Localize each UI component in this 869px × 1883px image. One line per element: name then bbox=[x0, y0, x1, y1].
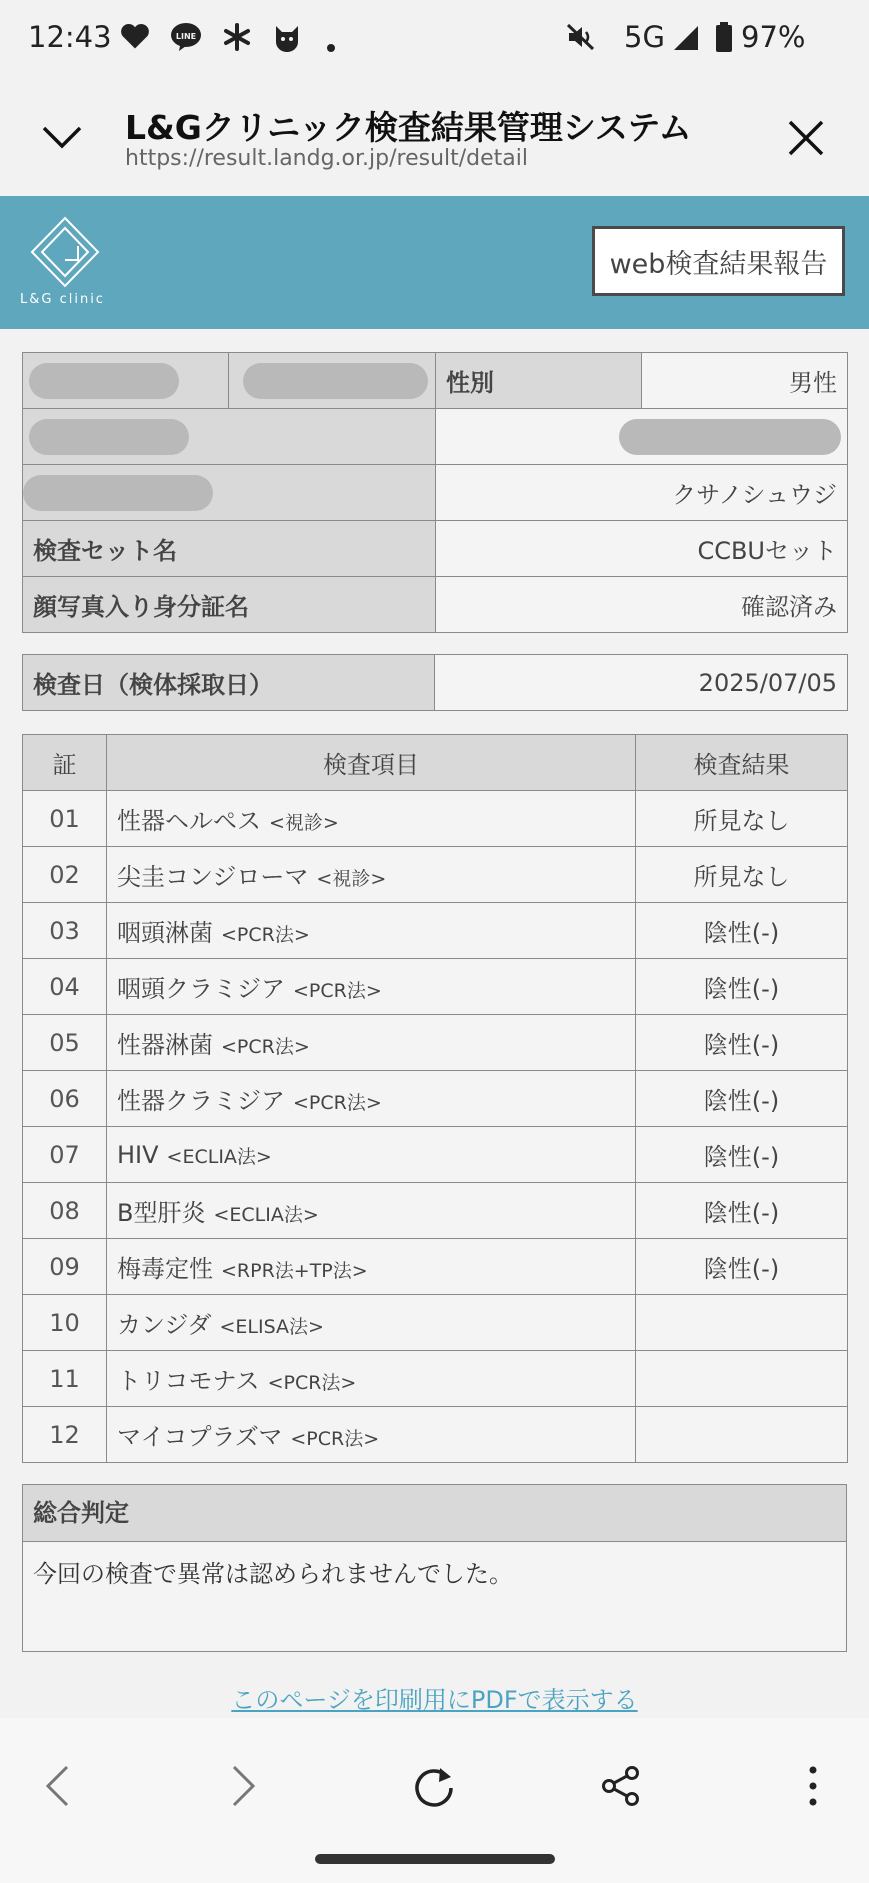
row-number: 01 bbox=[23, 791, 107, 847]
row-number: 02 bbox=[23, 847, 107, 903]
test-item-cell bbox=[107, 847, 636, 903]
table-row bbox=[23, 1295, 848, 1351]
test-item-cell bbox=[107, 903, 636, 959]
table-row bbox=[23, 1183, 848, 1239]
test-item-cell bbox=[107, 1239, 636, 1295]
test-item-cell bbox=[107, 959, 636, 1015]
row-number: 08 bbox=[23, 1183, 107, 1239]
back-icon[interactable] bbox=[18, 1746, 98, 1826]
test-result: 陰性(-) bbox=[636, 1127, 848, 1183]
redacted-field bbox=[436, 409, 848, 465]
results-table bbox=[22, 734, 848, 1463]
table-row bbox=[23, 1351, 848, 1407]
battery-percent: 97% bbox=[741, 20, 806, 54]
test-item-name: HIV bbox=[117, 1140, 159, 1169]
test-item-cell bbox=[107, 1351, 636, 1407]
logo-text: L&G clinic bbox=[20, 292, 105, 307]
test-method: <視診> bbox=[316, 868, 387, 890]
exam-date-label: 検査日（検体採取日） bbox=[23, 655, 435, 711]
col-header-number: 証 bbox=[23, 735, 107, 791]
test-item-name: 尖圭コンジローマ bbox=[117, 863, 309, 891]
test-item-name: マイコプラズマ bbox=[117, 1423, 283, 1451]
photo-id-label: 顔写真入り身分証名 bbox=[23, 577, 436, 633]
summary-text: 今回の検査で異常は認められませんでした。 bbox=[23, 1542, 846, 1651]
patient-row-id bbox=[23, 577, 848, 633]
col-header-item: 検査項目 bbox=[107, 735, 636, 791]
battery-icon bbox=[715, 22, 733, 57]
test-set-label: 検査セット名 bbox=[23, 521, 436, 577]
page-title: L&Gクリニック検査結果管理システム bbox=[125, 108, 692, 147]
row-number: 11 bbox=[23, 1351, 107, 1407]
test-result: 陰性(-) bbox=[636, 1239, 848, 1295]
close-icon[interactable] bbox=[787, 119, 825, 161]
print-pdf-link[interactable]: このページを印刷用にPDFで表示する bbox=[231, 1686, 638, 1714]
exam-date-value: 2025/07/05 bbox=[435, 655, 848, 711]
test-result: 所見なし bbox=[636, 791, 848, 847]
test-item-name: 梅毒定性 bbox=[117, 1255, 213, 1283]
more-options-icon[interactable] bbox=[773, 1746, 853, 1826]
test-result bbox=[636, 1295, 848, 1351]
chevron-down-icon[interactable] bbox=[40, 122, 84, 156]
status-time: 12:43 bbox=[28, 20, 112, 54]
photo-id-value: 確認済み bbox=[436, 577, 848, 633]
test-result bbox=[636, 1407, 848, 1463]
web-report-button[interactable]: web検査結果報告 bbox=[592, 226, 845, 296]
redacted-block bbox=[29, 363, 179, 399]
test-item-cell bbox=[107, 1407, 636, 1463]
test-result: 陰性(-) bbox=[636, 959, 848, 1015]
row-number: 06 bbox=[23, 1071, 107, 1127]
test-result: 陰性(-) bbox=[636, 903, 848, 959]
test-method: <PCR法> bbox=[290, 1428, 380, 1450]
redacted-block bbox=[243, 363, 428, 399]
patient-row-kana bbox=[23, 465, 848, 521]
line-icon bbox=[170, 22, 202, 57]
heart-icon bbox=[120, 22, 150, 55]
gender-label: 性別 bbox=[436, 353, 642, 409]
redacted-field bbox=[23, 353, 229, 409]
summary-label: 総合判定 bbox=[23, 1485, 846, 1542]
test-method: <視診> bbox=[269, 812, 339, 834]
row-number: 04 bbox=[23, 959, 107, 1015]
test-method: <ECLIA法> bbox=[213, 1204, 319, 1226]
test-item-name: 咽頭クラミジア bbox=[117, 975, 285, 1003]
results-header-row bbox=[23, 735, 848, 791]
test-item-cell bbox=[107, 1183, 636, 1239]
test-method: <RPR法+TP法> bbox=[221, 1260, 368, 1282]
test-result: 陰性(-) bbox=[636, 1071, 848, 1127]
row-number: 10 bbox=[23, 1295, 107, 1351]
patient-info-table bbox=[22, 352, 848, 633]
row-number: 09 bbox=[23, 1239, 107, 1295]
test-method: <PCR法> bbox=[221, 924, 310, 946]
table-row bbox=[23, 1015, 848, 1071]
row-number: 03 bbox=[23, 903, 107, 959]
test-method: <ECLIA法> bbox=[166, 1145, 272, 1168]
mute-icon bbox=[565, 22, 597, 57]
test-item-name: 咽頭淋菌 bbox=[117, 919, 213, 947]
signal-icon bbox=[672, 24, 700, 57]
col-header-result: 検査結果 bbox=[636, 735, 848, 791]
redacted-block bbox=[29, 419, 189, 455]
redacted-block bbox=[619, 419, 841, 455]
redacted-field bbox=[23, 465, 436, 521]
overall-judgement bbox=[22, 1484, 847, 1652]
row-number: 07 bbox=[23, 1127, 107, 1183]
test-method: <PCR法> bbox=[293, 980, 382, 1002]
test-item-cell bbox=[107, 1015, 636, 1071]
test-result bbox=[636, 1351, 848, 1407]
table-row bbox=[23, 1127, 848, 1183]
home-indicator[interactable] bbox=[315, 1854, 555, 1864]
test-result: 所見なし bbox=[636, 847, 848, 903]
table-row bbox=[23, 1407, 848, 1463]
test-item-cell bbox=[107, 1295, 636, 1351]
status-bar bbox=[0, 0, 869, 82]
clinic-logo[interactable] bbox=[30, 216, 100, 292]
forward-icon[interactable] bbox=[203, 1746, 283, 1826]
redacted-field bbox=[229, 353, 436, 409]
test-result: 陰性(-) bbox=[636, 1183, 848, 1239]
table-row bbox=[23, 903, 848, 959]
browser-nav-bar bbox=[0, 1718, 869, 1883]
test-method: <PCR法> bbox=[221, 1036, 310, 1058]
test-item-name: カンジダ bbox=[117, 1311, 212, 1339]
test-method: <PCR法> bbox=[267, 1372, 357, 1394]
page-url: https://result.landg.or.jp/result/detail bbox=[125, 146, 529, 171]
row-number: 12 bbox=[23, 1407, 107, 1463]
test-item-cell bbox=[107, 1127, 636, 1183]
test-item-name: トリコモナス bbox=[117, 1367, 260, 1395]
redacted-field bbox=[23, 409, 436, 465]
test-result: 陰性(-) bbox=[636, 1015, 848, 1071]
cat-icon bbox=[272, 22, 302, 59]
browser-tab-bar bbox=[0, 82, 869, 196]
network-label: 5G bbox=[624, 20, 665, 54]
site-header bbox=[0, 196, 869, 329]
table-row bbox=[23, 1071, 848, 1127]
exam-date-table bbox=[22, 654, 848, 711]
reload-icon[interactable] bbox=[394, 1746, 474, 1826]
test-item-cell bbox=[107, 791, 636, 847]
test-item-name: 性器ヘルペス bbox=[117, 807, 261, 835]
test-set-value: CCBUセット bbox=[436, 521, 848, 577]
row-number: 05 bbox=[23, 1015, 107, 1071]
kana-name-value: クサノシュウジ bbox=[436, 465, 848, 521]
pinwheel-icon bbox=[222, 22, 252, 57]
exam-date-row bbox=[23, 655, 848, 711]
table-row bbox=[23, 847, 848, 903]
share-icon[interactable] bbox=[581, 1746, 661, 1826]
test-method: <ELISA法> bbox=[219, 1316, 324, 1338]
patient-row-name bbox=[23, 353, 848, 409]
table-row bbox=[23, 959, 848, 1015]
test-item-name: 性器クラミジア bbox=[117, 1087, 285, 1115]
gender-value: 男性 bbox=[642, 353, 848, 409]
test-item-cell bbox=[107, 1071, 636, 1127]
test-item-name: B型肝炎 bbox=[117, 1199, 206, 1227]
svg-text:LINE: LINE bbox=[175, 32, 197, 41]
redacted-block bbox=[23, 475, 213, 511]
patient-row-set bbox=[23, 521, 848, 577]
patient-row-redacted bbox=[23, 409, 848, 465]
test-item-name: 性器淋菌 bbox=[117, 1031, 213, 1059]
dot-icon bbox=[326, 32, 336, 58]
table-row bbox=[23, 791, 848, 847]
test-method: <PCR法> bbox=[293, 1092, 382, 1114]
table-row bbox=[23, 1239, 848, 1295]
